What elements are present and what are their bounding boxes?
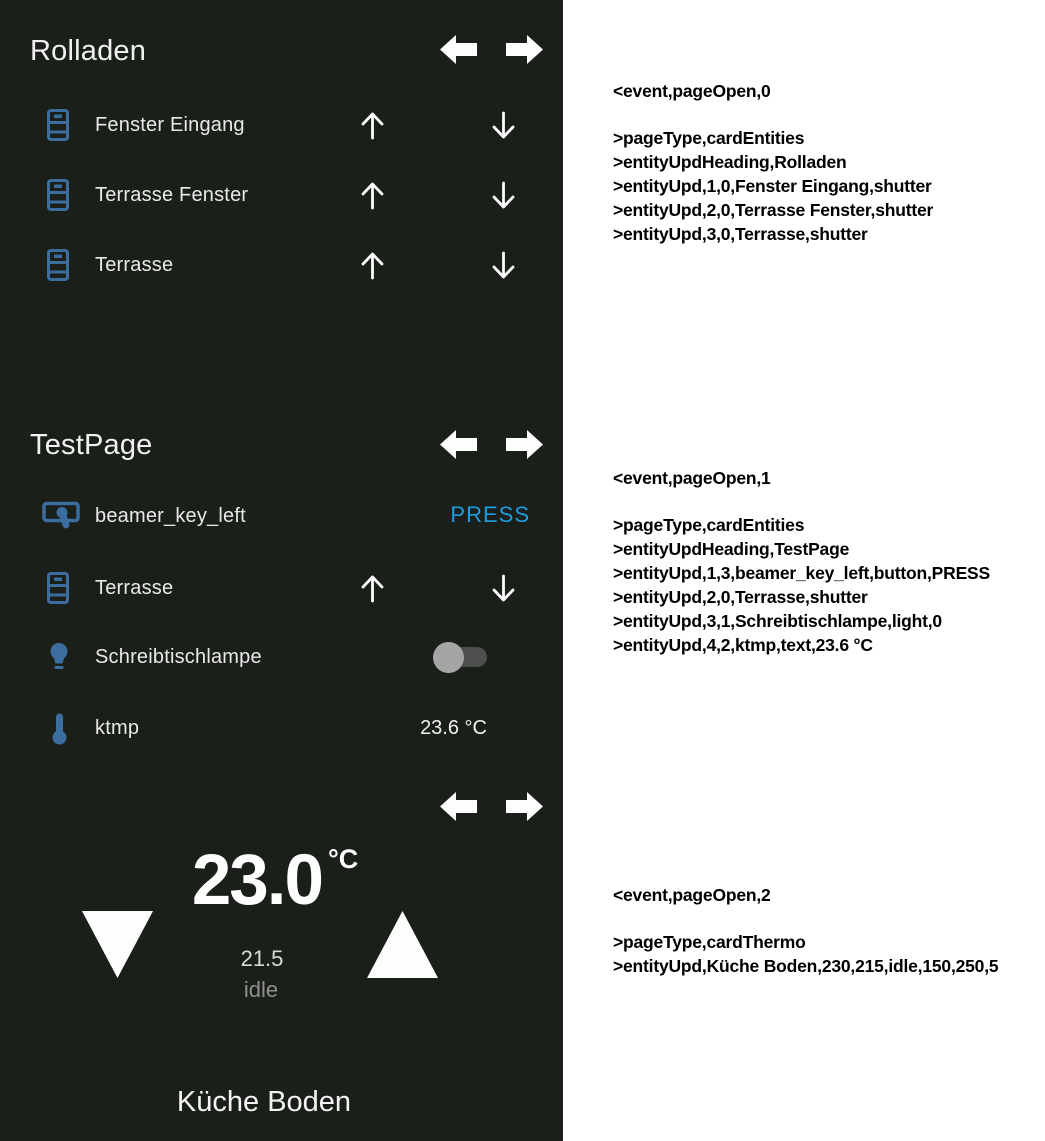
- arrow-up-icon: [359, 110, 386, 141]
- entity-label: beamer_key_left: [95, 505, 246, 527]
- entity-row: [0, 233, 563, 297]
- shutter-stop-button[interactable]: [427, 185, 447, 205]
- arrow-left-icon: [440, 428, 477, 461]
- shutter-down-button[interactable]: [490, 250, 517, 281]
- entity-label: ktmp: [95, 717, 140, 739]
- thermo-title: Küche Boden: [176, 1086, 352, 1118]
- triangle-down-icon: [82, 911, 153, 978]
- arrow-left-icon: [440, 33, 477, 66]
- log-line: >entityUpdHeading,Rolladen: [613, 152, 847, 172]
- triangle-up-icon: [367, 911, 438, 978]
- arrow-up-icon: [359, 180, 386, 211]
- log-event-line: <event,pageOpen,1: [613, 468, 771, 488]
- arrow-right-icon: [506, 33, 543, 66]
- log-line: >entityUpd,3,0,Terrasse,shutter: [613, 224, 868, 244]
- log-line: >entityUpd,Küche Boden,230,215,idle,150,250,5: [613, 956, 999, 976]
- shutter-icon: [47, 249, 69, 281]
- entity-row: [0, 625, 563, 689]
- entity-row: [0, 163, 563, 227]
- light-toggle[interactable]: [433, 641, 487, 673]
- entity-row: [0, 696, 563, 760]
- shutter-icon: [47, 572, 69, 604]
- shutter-down-button[interactable]: [490, 110, 517, 141]
- arrow-down-icon: [490, 573, 517, 604]
- page-next-button[interactable]: [506, 33, 543, 66]
- page-next-button[interactable]: [506, 790, 543, 823]
- log-line: >entityUpd,2,0,Terrasse,shutter: [613, 587, 868, 607]
- log-line: >entityUpd,4,2,ktmp,text,23.6 °C: [613, 635, 873, 655]
- entity-label: Terrasse Fenster: [95, 184, 249, 206]
- entity-label: Fenster Eingang: [95, 114, 245, 136]
- shutter-stop-button[interactable]: [427, 255, 447, 275]
- arrow-right-icon: [506, 428, 543, 461]
- temp-up-button[interactable]: [367, 911, 438, 978]
- thermometer-icon: [51, 712, 68, 745]
- log-line: >entityUpd,2,0,Terrasse Fenster,shutter: [613, 200, 934, 220]
- arrow-down-icon: [490, 180, 517, 211]
- shutter-icon: [47, 109, 69, 141]
- entity-row: [0, 556, 563, 620]
- arrow-left-icon: [440, 790, 477, 823]
- arrow-up-icon: [359, 250, 386, 281]
- arrow-right-icon: [506, 790, 543, 823]
- page-next-button[interactable]: [506, 428, 543, 461]
- shutter-stop-button[interactable]: [427, 578, 447, 598]
- log-line: >pageType,cardThermo: [613, 932, 806, 952]
- entity-label: Terrasse: [95, 577, 174, 599]
- temp-down-button[interactable]: [82, 911, 153, 978]
- log-line: >entityUpdHeading,TestPage: [613, 539, 850, 559]
- temperature-unit: °C: [328, 844, 359, 874]
- entity-label: Terrasse: [95, 254, 174, 276]
- shutter-up-button[interactable]: [359, 573, 386, 604]
- page-prev-button[interactable]: [440, 428, 477, 461]
- lightbulb-icon: [47, 641, 71, 673]
- page-prev-button[interactable]: [440, 33, 477, 66]
- entity-row: [0, 484, 563, 548]
- log-line: >pageType,cardEntities: [613, 515, 805, 535]
- shutter-up-button[interactable]: [359, 110, 386, 141]
- shutter-up-button[interactable]: [359, 180, 386, 211]
- ktmp-value: 23.6 °C: [420, 717, 487, 739]
- hvac-state: idle: [243, 977, 279, 1002]
- current-temperature: 23.0: [191, 841, 322, 920]
- page-prev-button[interactable]: [440, 790, 477, 823]
- log-line: >entityUpd,1,0,Fenster Eingang,shutter: [613, 176, 932, 196]
- log-block: [613, 883, 1045, 978]
- log-line: >pageType,cardEntities: [613, 128, 805, 148]
- toggle-knob: [433, 642, 464, 673]
- tap-button-icon: [42, 501, 80, 531]
- shutter-icon: [47, 179, 69, 211]
- shutter-down-button[interactable]: [490, 180, 517, 211]
- target-temperature: 21.5: [240, 946, 284, 971]
- press-button[interactable]: PRESS: [450, 502, 530, 527]
- card-heading: TestPage: [30, 429, 153, 461]
- shutter-up-button[interactable]: [359, 250, 386, 281]
- entity-row: [0, 93, 563, 157]
- log-line: >entityUpd,3,1,Schreibtischlampe,light,0: [613, 611, 942, 631]
- arrow-down-icon: [490, 110, 517, 141]
- log-block: [613, 466, 1045, 657]
- arrow-up-icon: [359, 573, 386, 604]
- log-line: >entityUpd,1,3,beamer_key_left,button,PRESS: [613, 563, 990, 583]
- shutter-down-button[interactable]: [490, 573, 517, 604]
- entity-label: Schreibtischlampe: [95, 646, 262, 668]
- card-heading: Rolladen: [30, 35, 147, 67]
- arrow-down-icon: [490, 250, 517, 281]
- log-event-line: <event,pageOpen,0: [613, 81, 771, 101]
- shutter-stop-button[interactable]: [427, 115, 447, 135]
- log-event-line: <event,pageOpen,2: [613, 885, 771, 905]
- log-block: [613, 79, 1045, 246]
